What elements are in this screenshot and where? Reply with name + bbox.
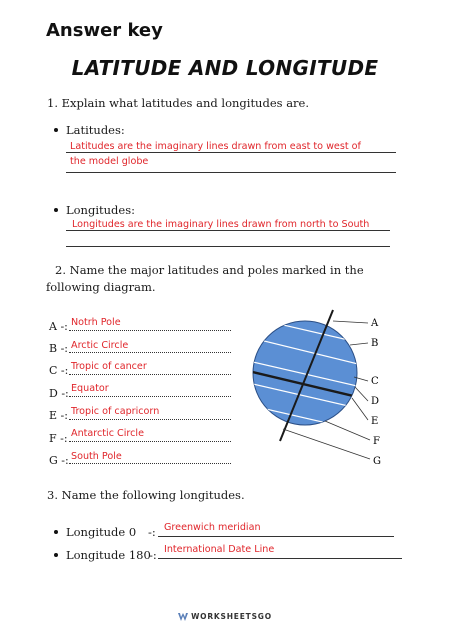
answer-f: Antarctic Circle xyxy=(71,428,144,439)
diagram-letter-c: C xyxy=(371,376,379,387)
latitudes-answer-line2: the model globe xyxy=(70,156,149,167)
longitude-180-separator: -: xyxy=(149,548,157,562)
answer-d: Equator xyxy=(71,383,109,394)
answer-dotted-line xyxy=(69,396,231,397)
label-c: C -: xyxy=(49,364,69,377)
label-e: E -: xyxy=(49,409,68,422)
question-2-line1: 2. Name the major latitudes and poles marked in the xyxy=(55,263,364,277)
diagram-letter-e: E xyxy=(371,416,379,427)
longitude-0-answer: Greenwich meridian xyxy=(164,522,261,533)
diagram-letter-d: D xyxy=(371,396,380,407)
question-2-line2: following diagram. xyxy=(46,280,156,294)
label-f: F -: xyxy=(49,432,68,445)
answer-line xyxy=(158,558,402,559)
answer-e: Tropic of capricorn xyxy=(71,406,160,417)
label-d: D -: xyxy=(49,387,69,400)
answer-line xyxy=(66,230,390,231)
label-g: G -: xyxy=(49,454,69,467)
longitude-180-answer: International Date Line xyxy=(164,544,275,555)
answer-line xyxy=(66,172,396,173)
question-3: 3. Name the following longitudes. xyxy=(47,488,245,502)
diagram-letter-a: A xyxy=(371,318,379,329)
answer-dotted-line xyxy=(69,374,231,375)
answer-dotted-line xyxy=(69,441,231,442)
question-1: 1. Explain what latitudes and longitudes are. xyxy=(47,96,310,110)
brand-logo-icon xyxy=(178,613,188,621)
answer-a: Notrh Pole xyxy=(71,317,121,328)
brand-name: WORKSHEETSGO xyxy=(191,612,272,621)
diagram-letter-g: G xyxy=(373,456,381,467)
answer-g: South Pole xyxy=(71,451,122,462)
answer-dotted-line xyxy=(69,419,231,420)
diagram-letter-f: F xyxy=(373,436,380,447)
longitudes-answer: Longitudes are the imaginary lines drawn from north to South xyxy=(72,219,370,230)
answer-dotted-line xyxy=(69,352,231,353)
latitudes-answer-line1: Latitudes are the imaginary lines drawn from east to west of xyxy=(70,141,361,152)
longitude-0-label: Longitude 0 xyxy=(66,525,137,539)
page-title: LATITUDE AND LONGITUDE xyxy=(71,56,379,80)
answer-key-heading: Answer key xyxy=(46,20,163,41)
label-a: A -: xyxy=(49,320,68,333)
footer-brand xyxy=(0,612,450,621)
globe-diagram xyxy=(240,305,400,475)
latitudes-label: Latitudes: xyxy=(66,123,125,137)
answer-line xyxy=(66,152,396,153)
answer-c: Tropic of cancer xyxy=(71,361,147,372)
answer-dotted-line xyxy=(69,463,231,464)
answer-b: Arctic Circle xyxy=(71,340,129,351)
longitudes-label: Longitudes: xyxy=(66,203,135,217)
diagram-letter-b: B xyxy=(371,338,379,349)
longitude-0-separator: -: xyxy=(148,525,156,539)
answer-line xyxy=(66,246,390,247)
answer-dotted-line xyxy=(69,330,231,331)
label-b: B -: xyxy=(49,342,69,355)
longitude-180-label: Longitude 180 xyxy=(66,548,151,562)
answer-line xyxy=(158,536,394,537)
